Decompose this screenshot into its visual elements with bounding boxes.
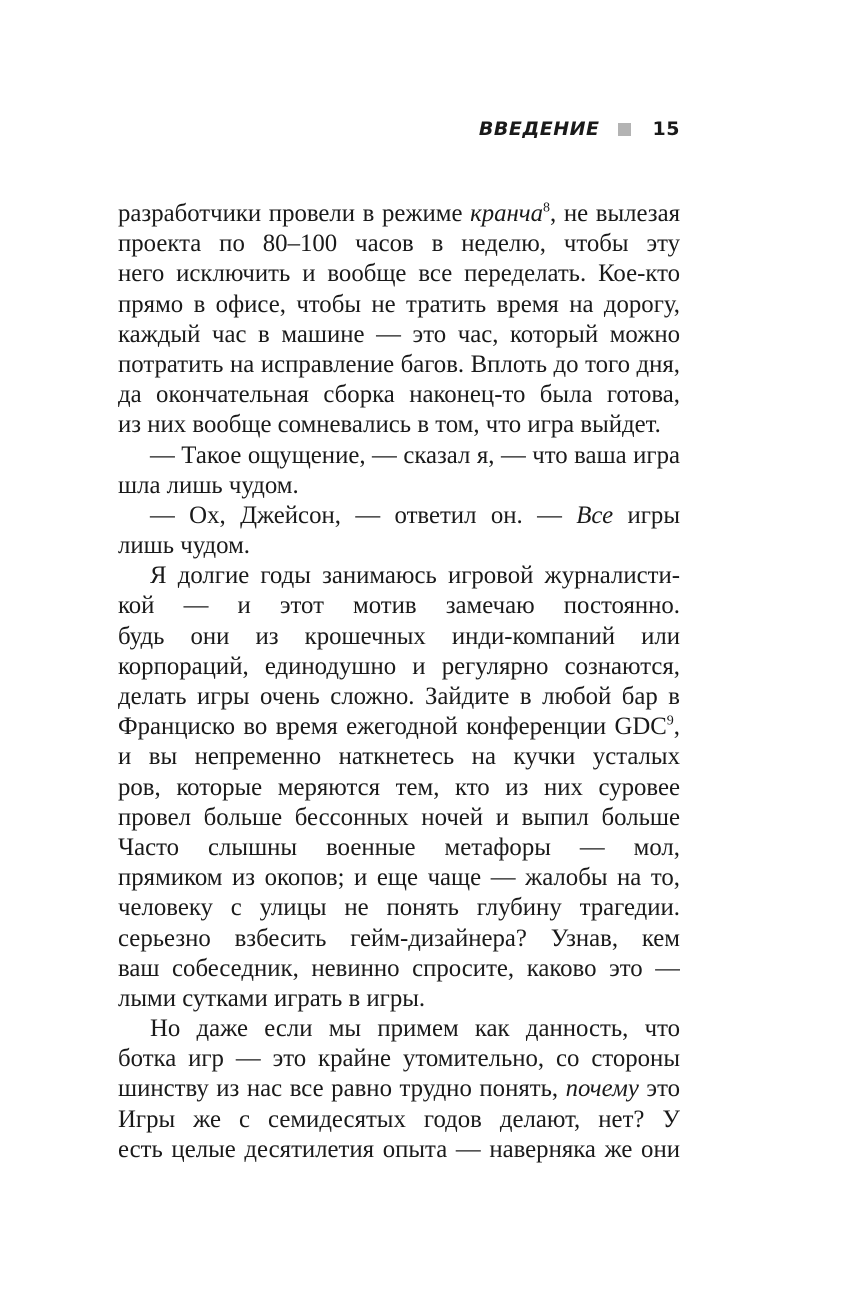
paragraph-1: [118, 199, 680, 441]
text-line: есть целые десятилетия опыта — наверняка же они: [118, 1135, 680, 1163]
paragraph-2: [118, 441, 680, 501]
text-line: [118, 199, 680, 229]
square-separator-icon: [618, 123, 631, 136]
text-line: да окончательная сборка наконец-то была готова,: [118, 381, 680, 409]
text-line: корпораций, единодушно и регулярно сознаются,: [118, 652, 680, 680]
text-line: Я долгие годы занимаюсь игровой журналисти-: [150, 562, 680, 590]
text-line: проекта по 80–100 часов в неделю, чтобы эту: [118, 230, 680, 258]
text-line: прямиком из окопов; и еще чаще — жалобы на то,: [118, 864, 680, 892]
body-text: [118, 199, 680, 1165]
text-run: ,: [673, 713, 680, 741]
text-line: Но даже если мы примем как данность, что: [150, 1015, 680, 1043]
paragraph-5: [118, 1014, 680, 1165]
text-run: — Ох, Джейсон, — ответил он. —: [150, 501, 577, 529]
text-line: потратить на исправление багов. Вплоть до того дня,: [118, 350, 680, 378]
text-run: это: [646, 1075, 680, 1103]
text-line: [118, 501, 680, 531]
text-line: него исключить и вообще все переделать. Кое-кто: [118, 260, 680, 288]
text-line: [118, 1074, 680, 1104]
text-run: шинству из нас все равно трудно понять,: [118, 1075, 566, 1103]
running-head: [479, 118, 680, 140]
text-line: каждый час в машине — это час, который можно: [118, 320, 680, 348]
text-line: и вы непременно наткнетесь на кучки усталых: [118, 743, 680, 771]
text-line: лишь чудом.: [118, 532, 250, 560]
text-line: лыми сутками играть в игры.: [118, 984, 426, 1012]
text-run: Франциско во время ежегодной конференции GDC: [118, 713, 667, 741]
footnote-ref[interactable]: 9: [666, 713, 674, 729]
text-line: ботка игр — это крайне утомительно, со стороны: [118, 1045, 680, 1073]
section-title: ВВЕДЕНИЕ: [478, 118, 600, 140]
paragraph-4: [118, 561, 680, 1014]
text-line: из них вообще сомневались в том, что игра выйдет.: [118, 411, 661, 439]
text-line: будь они из крошечных инди-компаний или: [118, 622, 680, 650]
text-line: делать игры очень сложно. Зайдите в любой бар в: [118, 683, 680, 710]
italic-term: кранча: [470, 200, 544, 227]
text-line: Игры же с семидесятых годов делают, нет? У: [118, 1105, 680, 1133]
text-line: Часто слышны военные метафоры — мол,: [118, 833, 680, 861]
text-line: [118, 712, 680, 742]
text-line: шла лишь чудом.: [118, 471, 299, 499]
italic-term: Все: [576, 501, 614, 529]
paragraph-3: [118, 501, 680, 561]
text-line: — Такое ощущение, — сказал я, — что ваша игра: [150, 441, 680, 469]
text-run: игры: [627, 501, 680, 529]
text-run: разработчики провели в режиме: [118, 200, 471, 227]
text-line: ваш собеседник, невинно спросите, каково это —: [118, 954, 680, 982]
text-line: ров, которые меряются тем, кто из них суровее: [118, 773, 680, 801]
text-line: человеку с улицы не понять глубину трагедии.: [118, 894, 680, 922]
text-run: , не вылезая: [550, 200, 680, 227]
text-line: серьезно взбесить гейм-дизайнера? Узнав, кем: [118, 924, 680, 952]
footnote-ref[interactable]: 8: [543, 200, 551, 216]
text-line: прямо в офисе, чтобы не тратить время на дорогу,: [118, 290, 680, 318]
text-line: кой — и этот мотив замечаю постоянно.: [118, 592, 680, 620]
text-line: провел больше бессонных ночей и выпил больше: [118, 803, 680, 831]
italic-term: почему: [565, 1075, 639, 1103]
page-number: 15: [652, 118, 680, 140]
